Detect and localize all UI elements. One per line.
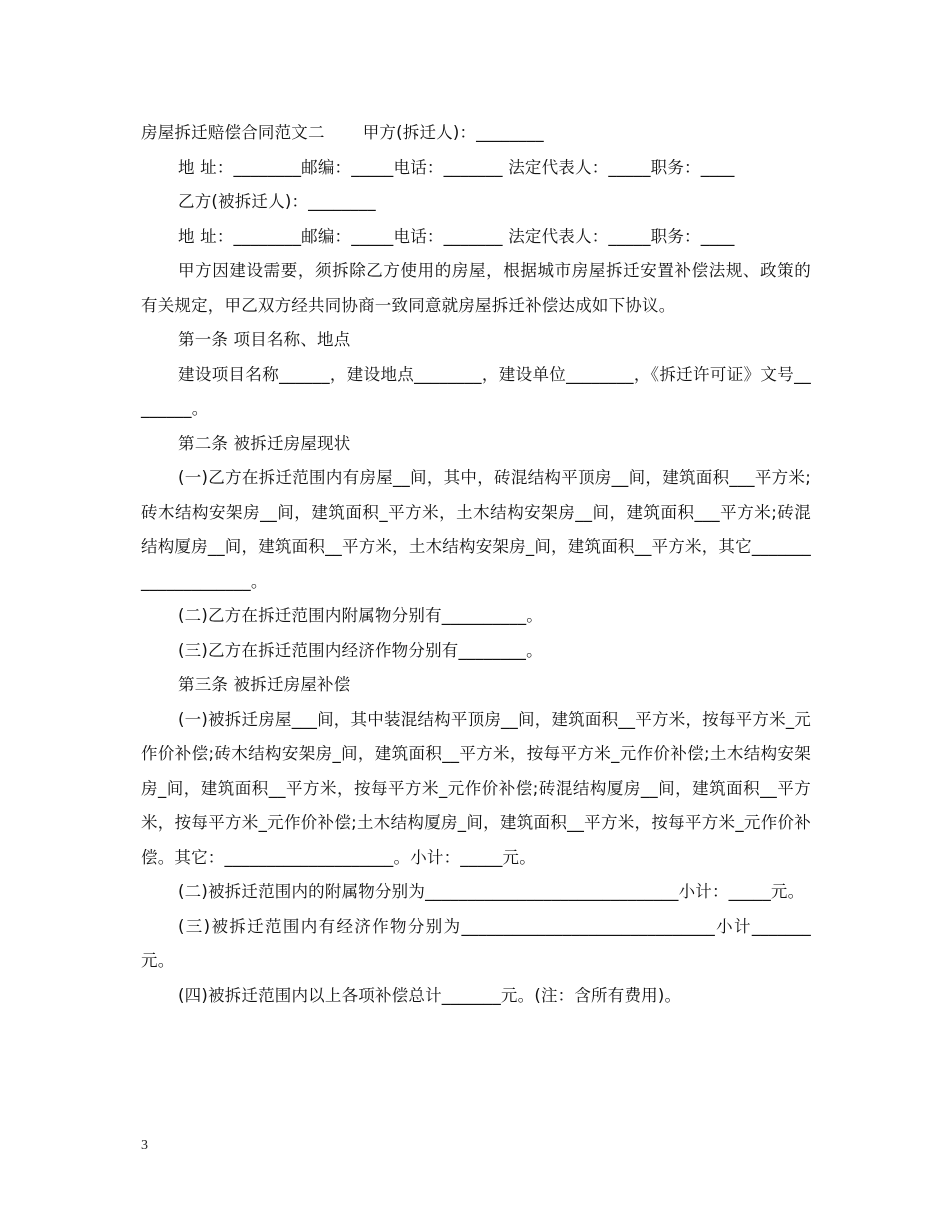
article-two-heading: 第二条 被拆迁房屋现状 <box>178 433 351 453</box>
document-title: 房屋拆迁赔偿合同范文二 <box>141 123 325 142</box>
article-one-paragraph: 建设项目名称______，建设地点________，建设单位________，《拆迁许可证》文号________。 <box>141 364 811 418</box>
party-a-address-line: 地 址：________邮编：_____电话：_______ 法定代表人：_____职务：____ <box>178 157 735 177</box>
article-two-item-three: (三)乙方在拆迁范围内经济作物分别有________。 <box>178 640 543 660</box>
article-three-item-four: (四)被拆迁范围内以上各项补偿总计_______元。(注：含所有费用)。 <box>178 985 682 1005</box>
party-b-address-line: 地 址：________邮编：_____电话：_______ 法定代表人：_____职务：____ <box>178 226 735 246</box>
party-b-label: 乙方(被拆迁人)：________ <box>178 192 376 211</box>
agreement-intro-paragraph: 甲方因建设需要，须拆除乙方使用的房屋，根据城市房屋拆迁安置补偿法规、政策的有关规定，甲乙双方经共同协商一致同意就房屋拆迁补偿达成如下协议。 <box>141 261 811 315</box>
article-two-item-one: (一)乙方在拆迁范围内有房屋__间，其中，砖混结构平顶房__间，建筑面积___平方米;砖木结构安架房__间，建筑面积_平方米，土木结构安架房__间，建筑面积___平方米;砖混结构厦房__间，建筑面积__平方米，土木结构安架房_间，建筑面积__平方米，其它____________________。 <box>141 468 811 591</box>
article-one-heading: 第一条 项目名称、地点 <box>178 330 351 349</box>
article-three-item-three: (三)被拆迁范围内有经济作物分别为______________________________小计_______元。 <box>141 916 811 970</box>
article-three-item-one: (一)被拆迁房屋___间，其中装混结构平顶房__间，建筑面积__平方米，按每平方米_元作价补偿;砖木结构安架房_间，建筑面积__平方米，按每平方米_元作价补偿;土木结构安架房_间，建筑面积__平方米，按每平方米_元作价补偿;砖混结构厦房__间，建筑面积__平方米，按每平方米_元作价补偿;土木结构厦房_间，建筑面积__平方米，按每平方米_元作价补偿。其它：____________________。小计：_____元。 <box>141 709 811 867</box>
party-a-label: 甲方(拆迁人)：________ <box>362 123 544 142</box>
title-line <box>141 116 811 151</box>
document-body <box>141 116 811 1013</box>
article-two-item-two: (二)乙方在拆迁范围内附属物分别有__________。 <box>178 606 543 625</box>
article-three-heading: 第三条 被拆迁房屋补偿 <box>178 675 351 694</box>
article-three-item-two: (二)被拆迁范围内的附属物分别为______________________________小计：_____元。 <box>178 882 805 901</box>
page-number: 3 <box>141 1138 148 1153</box>
